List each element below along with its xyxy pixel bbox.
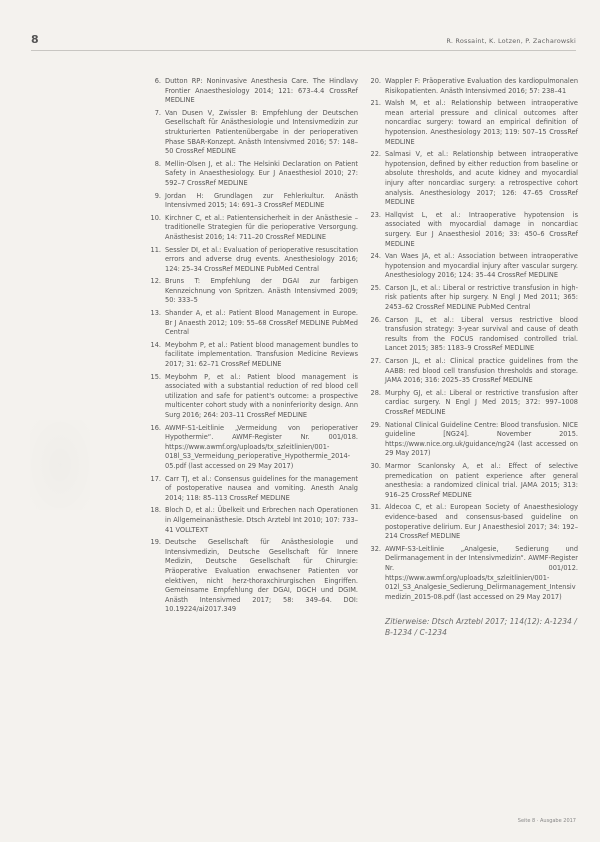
scan-smudge bbox=[30, 420, 90, 510]
reference-number: 17. bbox=[150, 474, 161, 483]
reference-number: 8. bbox=[154, 159, 161, 168]
reference-entry bbox=[146, 246, 358, 275]
reference-entry bbox=[146, 341, 358, 370]
reference-entry bbox=[366, 389, 578, 418]
reference-number: 30. bbox=[370, 461, 381, 470]
reference-text: Kirchner C, et al.: Patientensicherheit in der Anästhesie – traditionelle Strategien für die perioperative Versorgung. Anästhesist 2016; 14: 711–20 CrossRef MEDLINE bbox=[165, 213, 358, 241]
page-number: 8 bbox=[31, 33, 39, 46]
reference-text: Sessler DI, et al.: Evaluation of perioperative resuscitation errors and adverse drug events. Anesthesiology 2016; 124: 25–34 CrossRef MEDLINE PubMed Central bbox=[165, 245, 358, 273]
reference-text: Shander A, et al.: Patient Blood Management in Europe. Br J Anaesth 2012; 109: 55–68 CrossRef MEDLINE PubMed Central bbox=[165, 309, 358, 337]
reference-entry bbox=[366, 252, 578, 281]
reference-entry bbox=[366, 211, 578, 249]
reference-text: Carr TJ, et al.: Consensus guidelines for the management of postoperative nausea and vomiting. Anesth Analg 2014; 118: 85–113 CrossRef MEDLINE bbox=[165, 474, 358, 502]
reference-number: 11. bbox=[150, 245, 161, 254]
reference-number: 32. bbox=[370, 544, 381, 553]
reference-text: Jordan H: Grundlagen zur Fehlerkultur. Anästh Intensivmed 2015; 14: 691–3 CrossRef MEDLINE bbox=[165, 191, 358, 210]
reference-text: Carson JL, et al.: Liberal versus restrictive blood transfusion strategy: 3-year survival and cause of death results from the FOCUS randomised controlled trial. Lancet 2015; 385: 1183–9 CrossRef MEDLINE bbox=[385, 315, 578, 353]
reference-entry bbox=[146, 277, 358, 306]
reference-text: Dutton RP: Noninvasive Anesthesia Care. The Hindlavy Frontier Anaesthesiology 2014; 121: 673–4.4 CrossRef MEDLINE bbox=[165, 77, 358, 105]
reference-text: Mellin-Olsen J, et al.: The Helsinki Declaration on Patient Safety in Anaesthesiology. Eur J Anaesthesiol 2010; 27: 592–7 CrossRef MEDLINE bbox=[165, 159, 358, 187]
reference-number: 31. bbox=[370, 503, 381, 512]
reference-entry bbox=[366, 284, 578, 313]
reference-text: Aldecoa C, et al.: European Society of Anaesthesiology evidence-based and consensus-based guideline on postoperative delirium. Eur J Anaesthesiol 2017; 34: 192–214 CrossRef MEDLINE bbox=[385, 503, 578, 541]
reference-text: Bruns T: Empfehlung der DGAI zur farbigen Kennzeichnung von Spritzen. Anästh Intensivmed 2009; 50: 333–5 bbox=[165, 277, 358, 305]
citation-line: Zitierweise: Dtsch Arztebl 2017; 114(12): A-1234 / B-1234 / C-1234 bbox=[385, 617, 577, 638]
reference-entry bbox=[146, 160, 358, 189]
header-rule bbox=[31, 50, 576, 51]
reference-entry bbox=[146, 192, 358, 211]
reference-entry bbox=[146, 109, 358, 157]
reference-number: 9. bbox=[154, 191, 161, 200]
reference-text: Meybohm P, et al.: Patient blood management is associated with a substantial reduction of red blood cell utilization and safe for patient's outcome: a prospective multicenter cohort study with a noninferiority design. Ann Surg 2016; 264: 203–11 CrossRef MEDLINE bbox=[165, 372, 358, 419]
reference-text: Marmor Scanlonsky A, et al.: Effect of selective premedication on patient experience after general anesthesia: a randomized clinical trial. JAMA 2015; 313: 916–25 CrossRef MEDLINE bbox=[385, 461, 578, 499]
reference-text: Van Waes JA, et al.: Association between intraoperative hypotension and myocardial injury after vascular surgery. Anesthesiology 2016; 124: 35–44 CrossRef MEDLINE bbox=[385, 252, 578, 280]
reference-entry bbox=[366, 503, 578, 541]
reference-number: 19. bbox=[150, 538, 161, 547]
reference-text: AWMF-S1-Leitlinie „Vermeidung von perioperativer Hypothermie“. AWMF-Register Nr. 001/018. https://www.awmf.org/uploads/tx_szleitlinien/001-018l_S3_Vermeidung_perioperative_Hypothermie_2014-05.pdf (last accessed on 29 May 2017) bbox=[165, 423, 358, 470]
reference-number: 23. bbox=[370, 210, 381, 219]
reference-number: 24. bbox=[370, 252, 381, 261]
running-header: R. Rossaint, K. Lotzen, P. Zacharowski bbox=[446, 37, 576, 45]
reference-entry bbox=[146, 373, 358, 421]
reference-text: Van Dusen V, Zwissler B: Empfehlung der Deutschen Gesellschaft für Anästhesiologie und Intensivmedizin zur strukturierten Patientenübergabe in der perioperativen Phase SBAR-Konzept. Anästh Intensivmed 2016; 57: 148–50 CrossRef MEDLINE bbox=[165, 108, 358, 156]
reference-number: 26. bbox=[370, 315, 381, 324]
reference-entry bbox=[366, 99, 578, 147]
reference-text: Carson JL, et al.: Clinical practice guidelines from the AABB: red blood cell transfusion thresholds and storage. JAMA 2016; 316: 2025–35 CrossRef MEDLINE bbox=[385, 357, 578, 385]
reference-entry bbox=[146, 538, 358, 615]
reference-number: 22. bbox=[370, 150, 381, 159]
reference-number: 14. bbox=[150, 340, 161, 349]
reference-entry bbox=[366, 150, 578, 208]
reference-text: National Clinical Guideline Centre: Blood transfusion. NICE guideline [NG24]. November 2015. https://www.nice.org.uk/guidance/ng24 (last accessed on 29 May 2017) bbox=[385, 420, 578, 458]
reference-column-left bbox=[146, 77, 358, 777]
reference-text: Hallqvist L, et al.: Intraoperative hypotension is associated with myocardial damage in noncardiac surgery. Eur J Anaesthesiol 2016; 33: 450–6 CrossRef MEDLINE bbox=[385, 210, 578, 248]
reference-number: 21. bbox=[370, 99, 381, 108]
reference-text: Salmasi V, et al.: Relationship between intraoperative hypotension, defined by either reduction from baseline or absolute thresholds, and acute kidney and myocardial injury after noncardiac surgery: a retrospective cohort analysis. Anesthesiology 2017; 126: 47–65 CrossRef MEDLINE bbox=[385, 150, 578, 207]
reference-number: 25. bbox=[370, 283, 381, 292]
reference-number: 29. bbox=[370, 420, 381, 429]
reference-entry bbox=[146, 506, 358, 535]
reference-text: Murphy GJ, et al.: Liberal or restrictive transfusion after cardiac surgery. N Engl J Med 2015; 372: 997–1008 CrossRef MEDLINE bbox=[385, 388, 578, 416]
reference-entry bbox=[146, 214, 358, 243]
reference-number: 6. bbox=[154, 77, 161, 85]
reference-column-right bbox=[366, 77, 578, 777]
reference-entry bbox=[366, 316, 578, 354]
reference-entry bbox=[366, 357, 578, 386]
reference-entry bbox=[366, 421, 578, 459]
reference-entry bbox=[146, 77, 358, 106]
reference-text: Wappler F: Präoperative Evaluation des kardiopulmonalen Risikopatienten. Anästh Intensivmed 2016; 57: 238–41 bbox=[385, 77, 578, 95]
reference-number: 15. bbox=[150, 372, 161, 381]
reference-text: Meybohm P, et al.: Patient blood management bundles to facilitate implementation. Transfusion Medicine Reviews 2017; 31: 62–71 CrossRef MEDLINE bbox=[165, 340, 358, 369]
reference-number: 16. bbox=[150, 423, 161, 432]
reference-entry bbox=[366, 545, 578, 603]
reference-number: 13. bbox=[150, 309, 161, 318]
reference-number: 7. bbox=[154, 108, 161, 117]
reference-text: Walsh M, et al.: Relationship between intraoperative mean arterial pressure and clinical outcomes after noncardiac surgery: toward an empirical definition of hypotension. Anesthesiology 2013; 119: 507–15 CrossRef MEDLINE bbox=[385, 99, 578, 146]
reference-number: 27. bbox=[370, 357, 381, 366]
reference-number: 20. bbox=[370, 77, 381, 85]
reference-columns bbox=[146, 77, 578, 777]
reference-entry bbox=[146, 309, 358, 338]
reference-text: Deutsche Gesellschaft für Anästhesiologie und Intensivmedizin, Deutsche Gesellschaft für Innere Medizin, Deutsche Gesellschaft für Chirurgie: Präoperative Evaluation erwachsener Patienten vor elektiven, nicht herz-thoraxchirurgischen Eingriffen. Gemeinsame Empfehlung der DGAI, DGCH und DGIM. Anästh Intensivmed 2017; 58: 349–64. DOI: 10.19224/ai2017.349 bbox=[165, 538, 358, 614]
reference-number: 10. bbox=[150, 213, 161, 222]
reference-number: 28. bbox=[370, 388, 381, 397]
reference-entry bbox=[366, 462, 578, 500]
reference-number: 12. bbox=[150, 277, 161, 286]
right-reference-list bbox=[366, 77, 578, 602]
page-footer: Seite 8 · Ausgabe 2017 bbox=[517, 818, 576, 824]
reference-entry bbox=[146, 424, 358, 472]
reference-entry bbox=[146, 475, 358, 504]
reference-entry bbox=[366, 77, 578, 96]
reference-number: 18. bbox=[150, 506, 161, 515]
reference-text: AWMF-S3-Leitlinie „Analgesie, Sedierung und Delirmanagement in der Intensivmedizin“. AWMF-Register Nr. 001/012. https://www.awmf.org/uploads/tx_szleitlinien/001-012l_S3_Analgesie_Sedierung_Delirmanagement_Intensivmedizin_2015-08.pdf (last accessed on 29 May 2017) bbox=[385, 544, 578, 601]
reference-text: Carson JL, et al.: Liberal or restrictive transfusion in high-risk patients after hip surgery. N Engl J Med 2011; 365: 2453–62 CrossRef MEDLINE PubMed Central bbox=[385, 283, 578, 312]
reference-text: Bloch D, et al.: Übelkeit und Erbrechen nach Operationen in Allgemeinanästhesie. Dtsch Arztebl Int 2010; 107: 733–41 VOLLTEXT bbox=[165, 506, 358, 534]
